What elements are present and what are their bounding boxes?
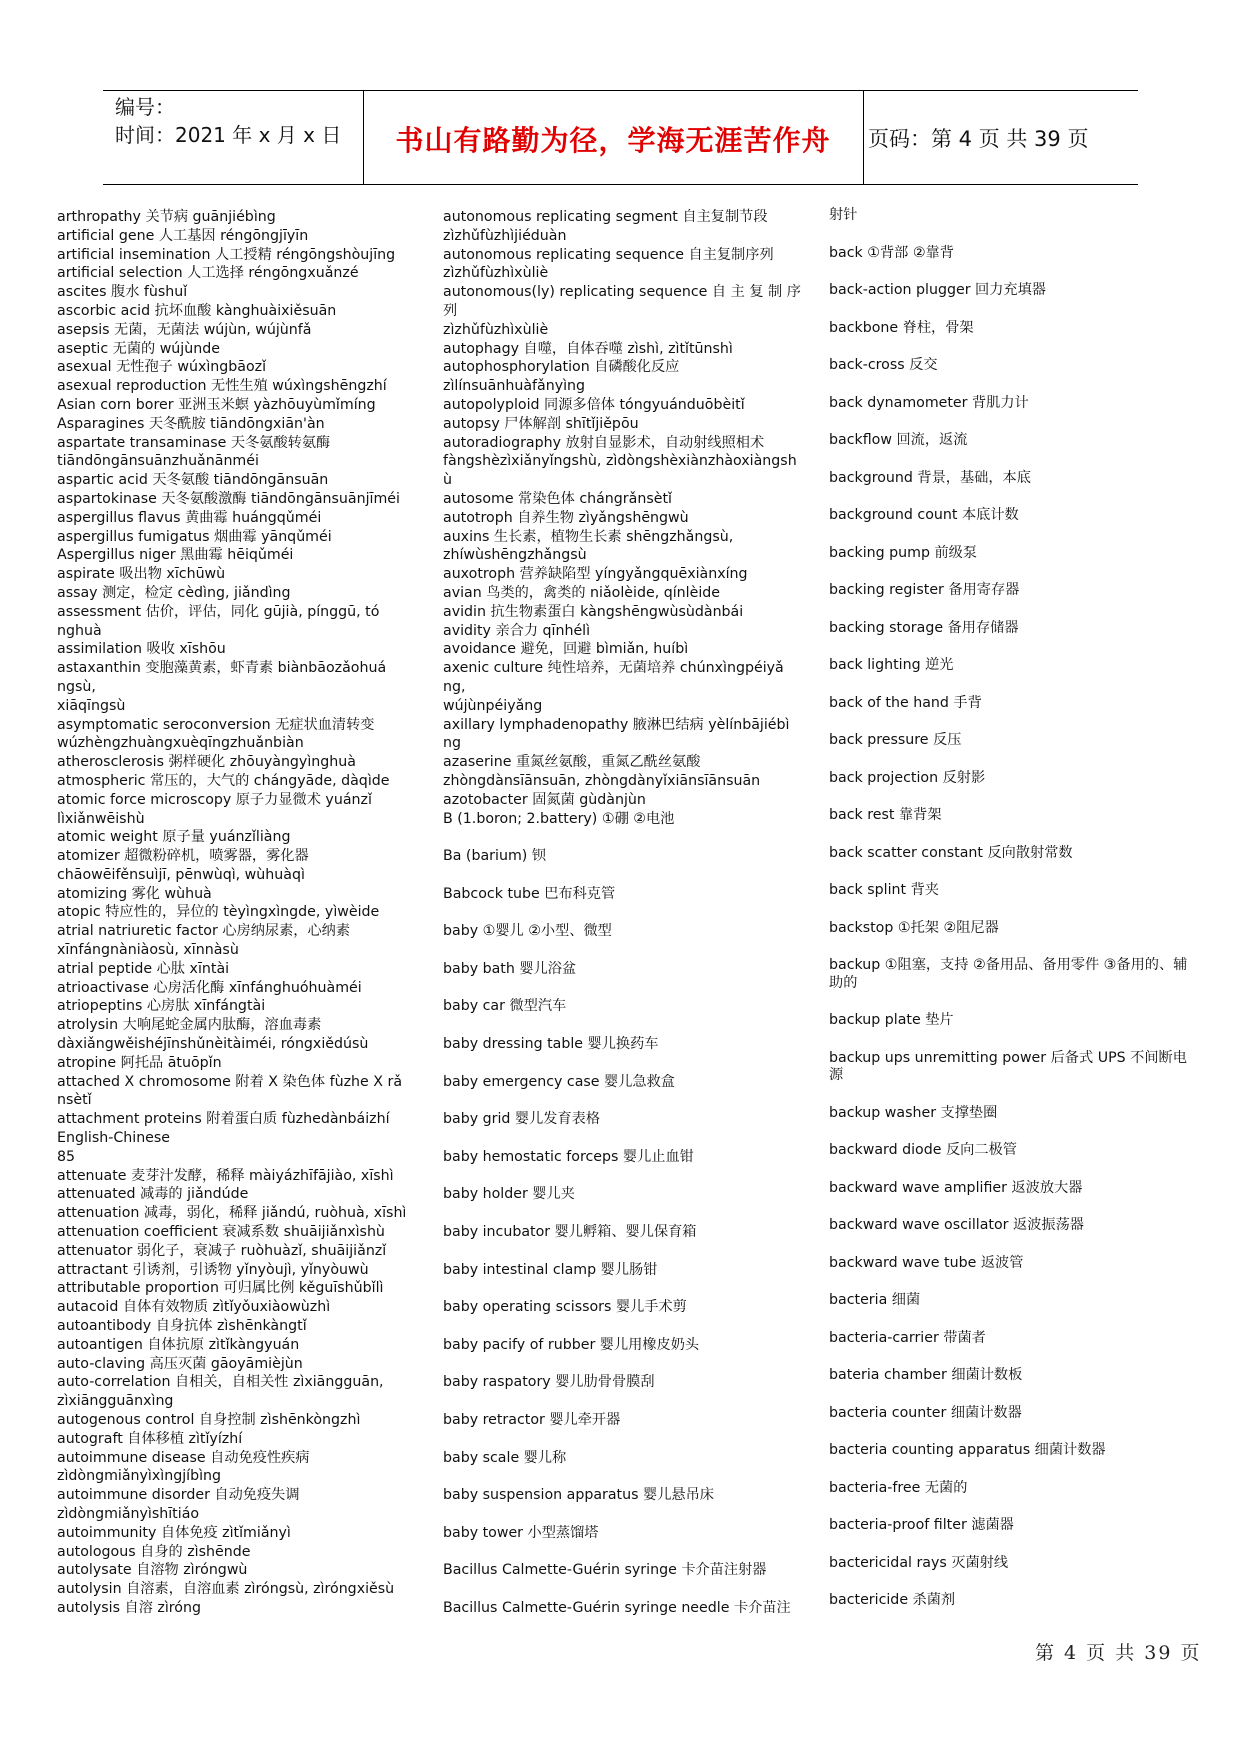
glossary-entry: zhòngdànsīānsuān, zhòngdànyǐxiānsīānsuān: [443, 772, 761, 789]
glossary-entry: [443, 1279, 803, 1298]
glossary-entry: autophosphorylation 自磷酸化反应: [443, 359, 680, 376]
glossary-entry: assimilation 吸收 xīshōu: [57, 641, 226, 658]
glossary-entry: aspartate transaminase 天冬氨酸转氨酶: [57, 434, 331, 451]
glossary-entry: back rest 靠背架: [829, 807, 942, 823]
glossary-entry: aspartokinase 天冬氨酸激酶 tiāndōngānsuānjīméi: [57, 490, 400, 507]
glossary-entry: backup plate 垫片: [829, 1012, 954, 1028]
glossary-entry: baby intestinal clamp 婴儿肠钳: [443, 1261, 658, 1278]
glossary-entry: back of the hand 手背: [829, 694, 982, 711]
glossary-entry: aspergillus fumigatus 烟曲霉 yānqǔméi: [57, 528, 332, 545]
glossary-entry: attributable proportion 可归属比例 kěguīshǔbǐlì: [57, 1280, 384, 1297]
glossary-entry: axillary lymphadenopathy 腋淋巴结病 yèlínbājiébì: [443, 716, 790, 733]
glossary-entry: [443, 1430, 803, 1449]
glossary-entry: attenuated 减毒的 jiǎndúde: [57, 1186, 249, 1203]
glossary-entry: back projection 反射影: [829, 769, 986, 786]
glossary-entry: atomizing 雾化 wùhuà: [57, 885, 212, 902]
glossary-entry: baby raspatory 婴儿肋骨骨膜刮: [443, 1374, 655, 1391]
glossary-entry: back ①背部 ②靠背: [829, 244, 954, 261]
glossary-entry: auto-claving 高压灭菌 gāoyāmièjùn: [57, 1355, 303, 1372]
glossary-entry: [443, 1091, 803, 1110]
glossary-entry: atrioactivase 心房活化酶 xīnfánghuóhuàméi: [57, 979, 362, 996]
glossary-entry: avoidance 避免，回避 bìmiǎn, huíbì: [443, 641, 689, 658]
glossary-entry: auto-correlation 自相关，自相关性 zìxiāngguān,: [57, 1374, 384, 1391]
glossary-entry: autopsy 尸体解剖 shītǐjiěpōu: [443, 415, 639, 432]
glossary-entry: autoimmunity 自体免疫 zìtǐmiǎnyì: [57, 1524, 291, 1541]
glossary-entry: zìdòngmiǎnyìshītiáo: [57, 1505, 200, 1522]
glossary-entry: backward wave oscillator 返波振荡器: [829, 1217, 1084, 1233]
glossary-entry: [443, 828, 803, 847]
glossary-entry: Bacillus Calmette-Guérin syringe 卡介苗注射器: [443, 1562, 767, 1579]
glossary-entry: xiāqīngsù: [57, 697, 126, 714]
glossary-entry: attenuate 麦芽汁发酵，稀释 màiyázhīfājiào, xīshì: [57, 1167, 394, 1184]
glossary-entry: tiāndōngānsuānzhuǎnānméi: [57, 453, 259, 470]
glossary-entry: English-Chinese: [57, 1130, 171, 1147]
glossary-entry: [443, 1355, 803, 1374]
glossary-entry: bacteria counting apparatus 细菌计数器: [829, 1442, 1106, 1458]
glossary-entry: backing register 备用寄存器: [829, 582, 1020, 598]
glossary-entry: artificial insemination 人工授精 réngōngshòujīng: [57, 246, 396, 263]
glossary-entry: zìlínsuānhuàfǎnyìng: [443, 378, 586, 395]
glossary-entry: avidity 亲合力 qīnhélì: [443, 622, 591, 639]
glossary-entry: zìzhǔfùzhìxùliè: [443, 265, 549, 282]
glossary-entry: attenuator 弱化子，衰减子 ruòhuàzǐ, shuāijiǎnzǐ: [57, 1242, 387, 1259]
glossary-entry: autolysis 自溶 zìróng: [57, 1599, 201, 1616]
glossary-entry: bacteria-proof filter 滤菌器: [829, 1517, 1014, 1533]
glossary-entry: bacteria-carrier 带菌者: [829, 1329, 986, 1346]
serial-number-label: 编号：: [115, 95, 175, 119]
glossary-entry: backward diode 反向二极管: [829, 1142, 1017, 1158]
glossary-entry: bactericidal rays 灭菌射线: [829, 1554, 1009, 1571]
glossary-entry: autoantibody 自身抗体 zìshēnkàngtǐ: [57, 1318, 307, 1335]
glossary-entry: aseptic 无菌的 wújùnde: [57, 340, 220, 357]
glossary-entry: atrolysin 大响尾蛇金属内肽酶，溶血毒素: [57, 1017, 322, 1034]
glossary-entry: autonomous replicating sequence 自主复制序列: [443, 246, 774, 263]
glossary-entry: [443, 1054, 803, 1073]
glossary-entry: back pressure 反压: [829, 732, 962, 748]
glossary-entry: wúzhèngzhuàngxuèqīngzhuǎnbiàn: [57, 735, 304, 752]
glossary-entry: [443, 866, 803, 885]
glossary-entry: backstop ①托架 ②阻尼器: [829, 919, 999, 936]
glossary-entry: attached X chromosome 附着 X 染色体 fùzhe X rǎ: [57, 1073, 403, 1090]
glossary-entry: baby bath 婴儿浴盆: [443, 960, 577, 977]
glossary-entry: arthropathy 关节病 guānjiébìng: [57, 209, 276, 225]
glossary-entry: ascorbic acid 抗坏血酸 kànghuàixiěsuān: [57, 302, 337, 319]
glossary-entry: autoantigen 自体抗原 zìtǐkàngyuán: [57, 1336, 300, 1353]
glossary-entry: back lighting 逆光: [829, 657, 954, 673]
glossary-entry: [443, 1317, 803, 1336]
glossary-entry: autosome 常染色体 chángrǎnsètǐ: [443, 490, 672, 507]
glossary-entry: bacteria-free 无菌的: [829, 1479, 968, 1496]
glossary-entry: attenuation 减毒，弱化，稀释 jiǎndú, ruòhuà, xīshì: [57, 1205, 407, 1222]
glossary-entry: Asparagines 天冬酰胺 tiāndōngxiān'àn: [57, 415, 325, 432]
glossary-column-3: [829, 207, 1191, 1630]
glossary-entry: atrial natriuretic factor 心房纳尿素，心纳素: [57, 923, 351, 940]
header-divider: [363, 91, 364, 184]
glossary-entry: assessment 估价，评估，同化 gūjià, pínggū, tó: [57, 603, 380, 620]
glossary-entry: astaxanthin 变胞藻黄素，虾青素 biànbāozǎohuá: [57, 660, 387, 677]
glossary-entry: atherosclerosis 粥样硬化 zhōuyàngyìnghuà: [57, 754, 356, 771]
glossary-column-1: [57, 208, 417, 1618]
glossary-entry: [443, 979, 803, 998]
glossary-entry: attenuation coefficient 衰减系数 shuāijiǎnxìshù: [57, 1224, 385, 1241]
glossary-entry: Bacillus Calmette-Guérin syringe needle 卡介苗注: [443, 1599, 791, 1616]
glossary-entry: backup ups unremitting power 后备式 UPS 不间断电源: [829, 1049, 1187, 1083]
glossary-entry: autoradiography 放射自显影术，自动射线照相术: [443, 434, 765, 451]
glossary-entry: bateria chamber 细菌计数板: [829, 1367, 1023, 1383]
header-page-number: 页码：第 4 页 共 39 页: [868, 127, 1089, 151]
glossary-entry: artificial selection 人工选择 réngōngxuǎnzé: [57, 265, 359, 282]
glossary-entry: back-action plugger 回力充填器: [829, 282, 1046, 298]
glossary-entry: atropine 阿托品 ātuōpǐn: [57, 1054, 222, 1071]
glossary-entry: backup washer 支撑垫圈: [829, 1104, 998, 1121]
glossary-entry: atopic 特应性的，异位的 tèyìngxìngde, yìwèide: [57, 904, 380, 921]
glossary-entry: atriopeptins 心房肽 xīnfángtài: [57, 998, 266, 1015]
glossary-entry: zìzhǔfùzhìjiéduàn: [443, 227, 567, 244]
glossary-entry: asexual 无性孢子 wúxìngbāozǐ: [57, 359, 267, 376]
glossary-entry: backbone 脊柱，骨架: [829, 319, 974, 336]
glossary-entry: atomizer 超微粉碎机，喷雾器，雾化器: [57, 848, 309, 865]
glossary-entry: back-cross 反交: [829, 357, 938, 373]
glossary-entry: autopolyploid 同源多倍体 tóngyuánduōbèitǐ: [443, 396, 745, 413]
glossary-entry: 85: [57, 1148, 76, 1165]
glossary-entry: aspirate 吸出物 xīchūwù: [57, 566, 226, 583]
glossary-entry: [443, 1505, 803, 1524]
glossary-entry: zìzhǔfùzhìxùliè: [443, 321, 549, 338]
glossary-entry: azaserine 重氮丝氨酸，重氮乙酰丝氨酸: [443, 754, 701, 771]
glossary-entry: Ba (barium) 钡: [443, 848, 546, 865]
glossary-entry: 射针: [829, 207, 858, 223]
page-header: [103, 90, 1138, 185]
glossary-entry: zìdòngmiǎnyìxìngjíbìng: [57, 1468, 222, 1485]
glossary-entry: baby dressing table 婴儿换药车: [443, 1036, 659, 1053]
glossary-entry: background count 本底计数: [829, 507, 1019, 523]
glossary-entry: baby suspension apparatus 婴儿悬吊床: [443, 1487, 714, 1504]
glossary-entry: baby grid 婴儿发育表格: [443, 1111, 601, 1128]
glossary-entry: baby operating scissors 婴儿手术剪: [443, 1299, 687, 1316]
glossary-entry: bacteria 细菌: [829, 1292, 921, 1308]
glossary-entry: asymptomatic seroconversion 无症状血清转变: [57, 716, 375, 733]
glossary-entry: atrial peptide 心肽 xīntài: [57, 960, 230, 977]
glossary-entry: background 背景，基础，本底: [829, 469, 1031, 486]
header-motto: 书山有路勤为径，学海无涯苦作舟: [395, 124, 831, 157]
glossary-entry: attachment proteins 附着蛋白质 fùzhedànbáizhí: [57, 1111, 390, 1128]
glossary-entry: aspergillus flavus 黄曲霉 huángqǔméi: [57, 509, 322, 526]
glossary-entry: nghuà: [57, 622, 102, 639]
glossary-entry: [443, 1543, 803, 1562]
glossary-entry: baby hemostatic forceps 婴儿止血钳: [443, 1148, 694, 1165]
glossary-entry: [443, 1204, 803, 1223]
glossary-entry: [443, 1016, 803, 1035]
glossary-entry: baby incubator 婴儿孵箱、婴儿保育箱: [443, 1224, 697, 1241]
glossary-entry: avidin 抗生物素蛋白 kàngshēngwùsùdànbái: [443, 603, 744, 620]
footer-page-number: 第 4 页 共 39 页: [1035, 1642, 1202, 1664]
glossary-entry: avian 鸟类的，禽类的 niǎolèide, qínlèide: [443, 584, 721, 601]
glossary-entry: atomic weight 原子量 yuánzǐliàng: [57, 829, 291, 846]
glossary-entry: ngsù,: [57, 678, 96, 695]
glossary-entry: atomic force microscopy 原子力显微术 yuánzǐ: [57, 791, 372, 808]
glossary-entry: [443, 1467, 803, 1486]
glossary-entry: wújùnpéiyǎng: [443, 697, 543, 714]
glossary-entry: ù: [443, 472, 452, 489]
glossary-entry: fàngshèzìxiǎnyǐngshù, zìdòngshèxiànzhàoxiàngsh: [443, 453, 797, 470]
glossary-entry: autologous 自身的 zìshēnde: [57, 1543, 251, 1560]
glossary-entry: zhíwùshēngzhǎngsù: [443, 547, 587, 564]
glossary-entry: nsètǐ: [57, 1092, 92, 1109]
glossary-entry: Asian corn borer 亚洲玉米螟 yàzhōuyùmǐmíng: [57, 396, 376, 413]
glossary-entry: atmospheric 常压的，大气的 chángyāde, dàqìde: [57, 772, 390, 789]
glossary-column-2: [443, 208, 803, 1618]
glossary-entry: back scatter constant 反向散射常数: [829, 844, 1073, 861]
glossary-entry: baby tower 小型蒸馏塔: [443, 1524, 599, 1541]
glossary-entry: ascites 腹水 fùshuǐ: [57, 284, 188, 301]
glossary-entry: chāowēifěnsuìjī, pēnwùqì, wùhuàqì: [57, 866, 305, 883]
glossary-entry: backing storage 备用存储器: [829, 619, 1019, 636]
glossary-entry: autogenous control 自身控制 zìshēnkòngzhì: [57, 1412, 361, 1428]
glossary-entry: ng: [443, 735, 461, 752]
glossary-entry: baby retractor 婴儿牵开器: [443, 1412, 621, 1428]
glossary-entry: [443, 903, 803, 922]
glossary-entry: bacteria counter 细菌计数器: [829, 1404, 1022, 1421]
glossary-entry: bactericide 杀菌剂: [829, 1592, 956, 1608]
glossary-entry: assay 测定，检定 cèdìng, jiǎndìng: [57, 584, 291, 601]
glossary-entry: autograft 自体移植 zìtǐyízhí: [57, 1430, 243, 1447]
glossary-entry: autonomous(ly) replicating sequence 自 主 复 制 序: [443, 284, 801, 301]
glossary-entry: [443, 1242, 803, 1261]
glossary-entry: baby car 微型汽车: [443, 998, 567, 1015]
glossary-entry: baby scale 婴儿称: [443, 1449, 567, 1466]
glossary-entry: attractant 引诱剂，引诱物 yǐnyòujì, yǐnyòuwù: [57, 1261, 369, 1278]
glossary-entry: auxins 生长素，植物生长素 shēngzhǎngsù,: [443, 528, 734, 545]
glossary-entry: 列: [443, 302, 458, 319]
glossary-entry: backward wave tube 返波管: [829, 1254, 1024, 1271]
glossary-entry: Aspergillus niger 黑曲霉 hēiqǔméi: [57, 547, 294, 564]
glossary-entry: back splint 背夹: [829, 882, 939, 898]
glossary-entry: baby emergency case 婴儿急救盒: [443, 1073, 675, 1090]
glossary-entry: asexual reproduction 无性生殖 wúxìngshēngzhí: [57, 378, 387, 395]
glossary-entry: ng,: [443, 678, 466, 695]
glossary-entry: lìxiǎnwēishù: [57, 810, 145, 827]
glossary-entry: backward wave amplifier 返波放大器: [829, 1179, 1083, 1196]
glossary-entry: autonomous replicating segment 自主复制节段: [443, 209, 768, 225]
glossary-entry: [443, 1167, 803, 1186]
glossary-entry: artificial gene 人工基因 réngōngjīyīn: [57, 227, 309, 244]
glossary-entry: baby pacify of rubber 婴儿用橡皮奶头: [443, 1336, 700, 1353]
glossary-entry: baby ①婴儿 ②小型、微型: [443, 923, 612, 940]
glossary-entry: auxotroph 营养缺陷型 yíngyǎngquēxiànxíng: [443, 566, 748, 583]
header-divider: [863, 91, 864, 184]
glossary-entry: azotobacter 固氮菌 gùdànjùn: [443, 791, 646, 808]
glossary-entry: xīnfángnàniàosù, xīnnàsù: [57, 942, 239, 959]
glossary-entry: aspartic acid 天冬氨酸 tiāndōngānsuān: [57, 472, 329, 489]
glossary-entry: zìxiāngguānxìng: [57, 1393, 174, 1410]
glossary-entry: backing pump 前级泵: [829, 544, 978, 561]
glossary-entry: backup ①阻塞，支持 ②备用品、备用零件 ③备用的、辅助的: [829, 957, 1188, 991]
glossary-entry: back dynamometer 背肌力计: [829, 394, 1029, 411]
glossary-entry: autoimmune disease 自动免疫性疾病: [57, 1449, 310, 1466]
glossary-entry: [443, 941, 803, 960]
glossary-entry: autoimmune disorder 自动免疫失调: [57, 1487, 300, 1504]
glossary-entry: autotroph 自养生物 zìyǎngshēngwù: [443, 509, 689, 526]
glossary-entry: autophagy 自噬，自体吞噬 zìshì, zìtǐtūnshì: [443, 340, 733, 357]
glossary-entry: dàxiǎngwěishéjīnshǔnèitàiméi, róngxiědúsù: [57, 1036, 369, 1053]
glossary-entry: [443, 1580, 803, 1599]
glossary-entry: axenic culture 纯性培养，无菌培养 chúnxìngpéiyǎ: [443, 660, 784, 677]
glossary-entry: [443, 1392, 803, 1411]
glossary-entry: Babcock tube 巴布科克管: [443, 885, 616, 902]
glossary-entry: B (1.boron; 2.battery) ①硼 ②电池: [443, 810, 675, 827]
glossary-entry: [443, 1129, 803, 1148]
glossary-entry: backflow 回流，返流: [829, 432, 968, 448]
glossary-entry: baby holder 婴儿夹: [443, 1186, 575, 1203]
glossary-entry: autacoid 自体有效物质 zìtǐyǒuxiàowùzhì: [57, 1299, 331, 1316]
glossary-entry: autolysate 自溶物 zìróngwù: [57, 1562, 248, 1579]
time-label: 时间：2021 年 x 月 x 日: [115, 123, 342, 147]
header-meta: [115, 93, 341, 149]
glossary-entry: autolysin 自溶素，自溶血素 zìróngsù, zìróngxiěsù: [57, 1581, 395, 1598]
glossary-entry: asepsis 无菌，无菌法 wújùn, wújùnfǎ: [57, 321, 312, 338]
